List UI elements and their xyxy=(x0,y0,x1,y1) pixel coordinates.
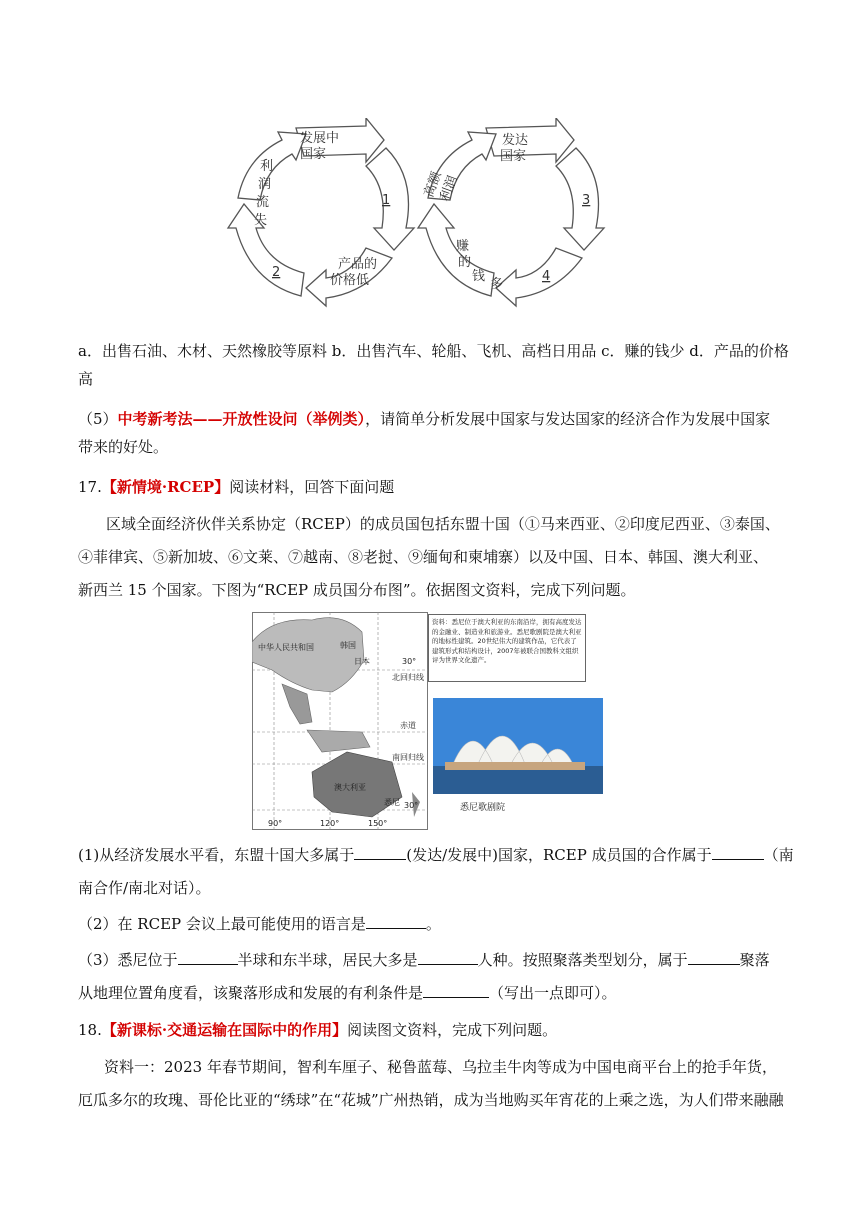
rcep-map xyxy=(252,612,428,830)
q17-q1-line-2: 南合作/南北对话）。 xyxy=(78,879,211,897)
svg-text:悉尼: 悉尼 xyxy=(384,798,400,807)
opera-house-photo xyxy=(433,698,603,794)
options-line-2: 高 xyxy=(78,370,94,388)
svg-text:国家: 国家 xyxy=(500,149,527,164)
svg-text:发达: 发达 xyxy=(502,133,529,148)
sydney-info-box: 资料：悉尼位于澳大利亚的东南沿岸，拥有高度发达的金融业、制造业和旅游业。悉尼歌剧院是澳大利亚的地标性建筑。20世纪伟大的建筑作品，它代表了建筑形式和结构设计，2007年被联合国教科文组织评为世界文化遗产。 xyxy=(428,614,586,682)
svg-text:利: 利 xyxy=(260,159,274,174)
q17-heading: 17.【新情境·RCEP】阅读材料，回答下面问题 xyxy=(78,478,395,496)
q17-q3-line-2: 从地理位置角度看，该聚落形成和发展的有利条件是 （写出一点即可）。 xyxy=(78,984,617,1002)
q17-q2: （2）在 RCEP 会议上最可能使用的语言是 。 xyxy=(78,915,441,933)
svg-text:多: 多 xyxy=(490,277,504,292)
svg-text:30°: 30° xyxy=(402,657,417,666)
svg-text:赤道: 赤道 xyxy=(400,721,416,730)
svg-text:赚: 赚 xyxy=(456,239,470,254)
q17-q1-line-1: (1)从经济发展水平看，东盟十国大多属于 (发达/发展中)国家，RCEP 成员国的合作属于 （南 xyxy=(78,846,794,864)
options-line-1: a．出售石油、木材、天然橡胶等原料 b．出售汽车、轮船、飞机、高档日用品 c．赚的钱少 d．产品的价格 xyxy=(78,342,789,360)
q17-para-1: 区域全面经济伙伴关系协定（RCEP）的成员国包括东盟十国（①马来西亚、②印度尼西亚、③泰国、 xyxy=(106,515,780,533)
svg-text:120°: 120° xyxy=(320,819,340,828)
svg-text:90°: 90° xyxy=(268,819,283,828)
svg-text:3: 3 xyxy=(582,193,591,208)
svg-text:澳大利亚: 澳大利亚 xyxy=(334,783,366,792)
svg-text:韩国: 韩国 xyxy=(340,641,356,650)
q5-line-2: 带来的好处。 xyxy=(78,438,169,456)
q18-heading: 18.【新课标·交通运输在国际中的作用】阅读图文资料，完成下列问题。 xyxy=(78,1021,558,1039)
cycle-diagrams xyxy=(226,118,626,318)
svg-text:北回归线: 北回归线 xyxy=(392,673,424,682)
svg-text:失: 失 xyxy=(254,213,268,228)
q17-para-3: 新西兰 15 个国家。下图为“RCEP 成员国分布图”。依据图文资料，完成下列问题。 xyxy=(78,581,636,599)
svg-text:产品的: 产品的 xyxy=(338,257,378,272)
left-top-label-1: 发展中 xyxy=(300,131,340,146)
svg-text:流: 流 xyxy=(256,195,270,210)
photo-caption: 悉尼歌剧院 xyxy=(460,803,506,813)
svg-text:南回归线: 南回归线 xyxy=(392,753,424,762)
svg-text:的: 的 xyxy=(458,255,472,270)
svg-text:润: 润 xyxy=(258,177,272,192)
q17-para-2: ④菲律宾、⑤新加坡、⑥文莱、⑦越南、⑧老挝、⑨缅甸和柬埔寨）以及中国、日本、韩国、澳大利亚、 xyxy=(78,548,769,566)
q18-para-1: 资料一：2023 年春节期间，智利车厘子、秘鲁蓝莓、乌拉圭牛肉等成为中国电商平台上的抢手年货， xyxy=(104,1058,777,1076)
svg-text:30°: 30° xyxy=(404,801,419,810)
q18-para-2: 厄瓜多尔的玫瑰、哥伦比亚的“绣球”在“花城”广州热销，成为当地购买年宵花的上乘之选，为人们带来融融 xyxy=(78,1091,784,1109)
svg-text:利润: 利润 xyxy=(437,173,461,204)
left-top-label-2: 国家 xyxy=(300,147,327,162)
svg-text:4: 4 xyxy=(542,269,551,284)
svg-text:1: 1 xyxy=(382,193,391,208)
svg-text:中华人民共和国: 中华人民共和国 xyxy=(258,643,314,652)
svg-text:2: 2 xyxy=(272,265,281,280)
svg-text:日本: 日本 xyxy=(354,657,370,666)
q5-line-1: （5）中考新考法——开放性设问（举例类），请简单分析发展中国家与发达国家的经济合作为发展中国家 xyxy=(78,410,771,428)
svg-text:150°: 150° xyxy=(368,819,388,828)
q17-q3-line-1: （3）悉尼位于 半球和东半球，居民大多是 人种。按照聚落类型划分，属于 聚落 xyxy=(78,951,770,969)
svg-text:钱: 钱 xyxy=(472,269,486,284)
svg-text:高额: 高额 xyxy=(421,169,445,200)
svg-text:价格低: 价格低 xyxy=(330,273,370,288)
